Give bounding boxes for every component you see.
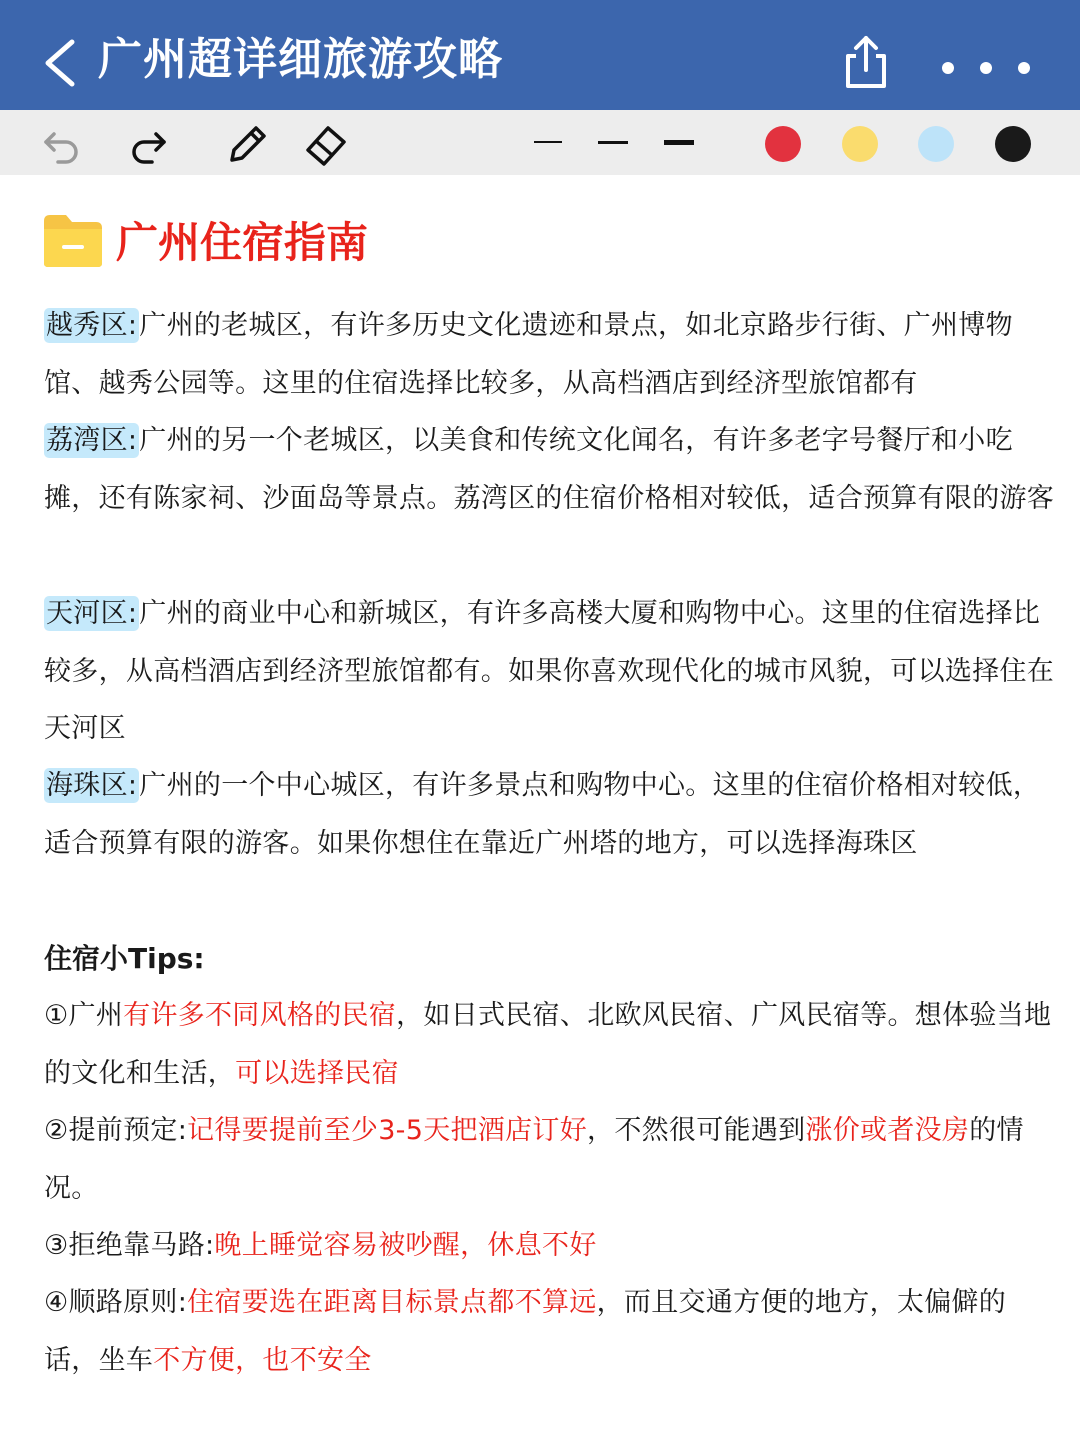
color-yellow[interactable] [842, 126, 878, 162]
section-title: 广州住宿指南 [116, 218, 369, 267]
tip-text: ③拒绝靠马路: [44, 1230, 215, 1261]
stroke-thin[interactable] [534, 141, 562, 143]
tip-text: ，而且交通方便的地方，太偏僻的话，坐车 [44, 1287, 1007, 1376]
tip-highlight: 晚上睡觉容易被吵醒，休息不好 [214, 1230, 597, 1261]
top-bar [0, 0, 1080, 110]
district-name: 荔湾区: [46, 425, 138, 456]
district-name: 越秀区: [46, 310, 138, 341]
tip-item [44, 987, 1060, 1102]
district-text: 广州的商业中心和新城区，有许多高楼大厦和购物中心。这里的住宿选择比较多，从高档酒店到经济型旅馆都有。如果你喜欢现代化的城市风貌，可以选择住在天河区 [44, 598, 1055, 744]
tip-text: ②提前预定: [44, 1115, 188, 1146]
tip-item [44, 1102, 1060, 1217]
tips-title: 住宿小Tips: [44, 942, 205, 975]
district-paragraph [44, 412, 1060, 527]
district-text: 广州的老城区，有许多历史文化遗迹和景点，如北京路步行街、广州博物馆、越秀公园等。这里的住宿选择比较多，从高档酒店到经济型旅馆都有 [44, 310, 1013, 399]
tip-text: 的情况。 [44, 1115, 1024, 1204]
district-paragraph [44, 585, 1060, 758]
chevron-left-icon[interactable] [40, 38, 80, 88]
folder-icon [42, 213, 104, 269]
district-text: 广州的另一个老城区，以美食和传统文化闻名，有许多老字号餐厅和小吃摊，还有陈家祠、沙面岛等景点。荔湾区的住宿价格相对较低，适合预算有限的游客 [44, 425, 1055, 514]
tip-text: ①广州 [44, 1000, 124, 1031]
district-paragraph [44, 757, 1060, 872]
pencil-icon[interactable] [224, 120, 272, 168]
color-black[interactable] [995, 126, 1031, 162]
undo-icon[interactable] [40, 122, 84, 166]
stroke-thick[interactable] [664, 140, 694, 145]
redo-icon[interactable] [126, 122, 170, 166]
stroke-medium[interactable] [598, 141, 628, 144]
tip-text: ，不然很可能遇到 [587, 1115, 806, 1146]
tip-item [44, 1217, 1060, 1275]
color-light-blue[interactable] [918, 126, 954, 162]
district-name: 天河区: [46, 598, 138, 629]
district-paragraph [44, 297, 1060, 412]
tip-item [44, 1274, 1060, 1389]
color-red[interactable] [765, 126, 801, 162]
tip-highlight: 住宿要选在距离目标景点都不算远 [187, 1287, 597, 1318]
share-icon[interactable] [840, 34, 892, 90]
tip-highlight: 不方便，也不安全 [153, 1344, 372, 1376]
tip-highlight: 记得要提前至少3-5天把酒店订好 [187, 1115, 588, 1146]
district-text: 广州的一个中心城区，有许多景点和购物中心。这里的住宿价格相对较低，适合预算有限的游客。如果你想住在靠近广州塔的地方，可以选择海珠区 [44, 770, 1041, 859]
note-content [0, 175, 1080, 1440]
page-title: 广州超详细旅游攻略 [98, 34, 503, 85]
tip-highlight: 有许多不同风格的民宿 [123, 1000, 397, 1031]
tip-highlight: 涨价或者没房 [805, 1115, 970, 1146]
tip-highlight: 可以选择民宿 [235, 1057, 399, 1089]
drawing-toolbar [0, 110, 1080, 175]
eraser-icon[interactable] [302, 120, 350, 168]
tip-text: ，如日式民宿、北欧风民宿、广风民宿等。想体验当地的文化和生活， [44, 1000, 1052, 1089]
tip-text: ④顺路原则: [44, 1287, 188, 1318]
district-name: 海珠区: [46, 770, 138, 801]
more-dots-icon[interactable] [934, 54, 1038, 82]
